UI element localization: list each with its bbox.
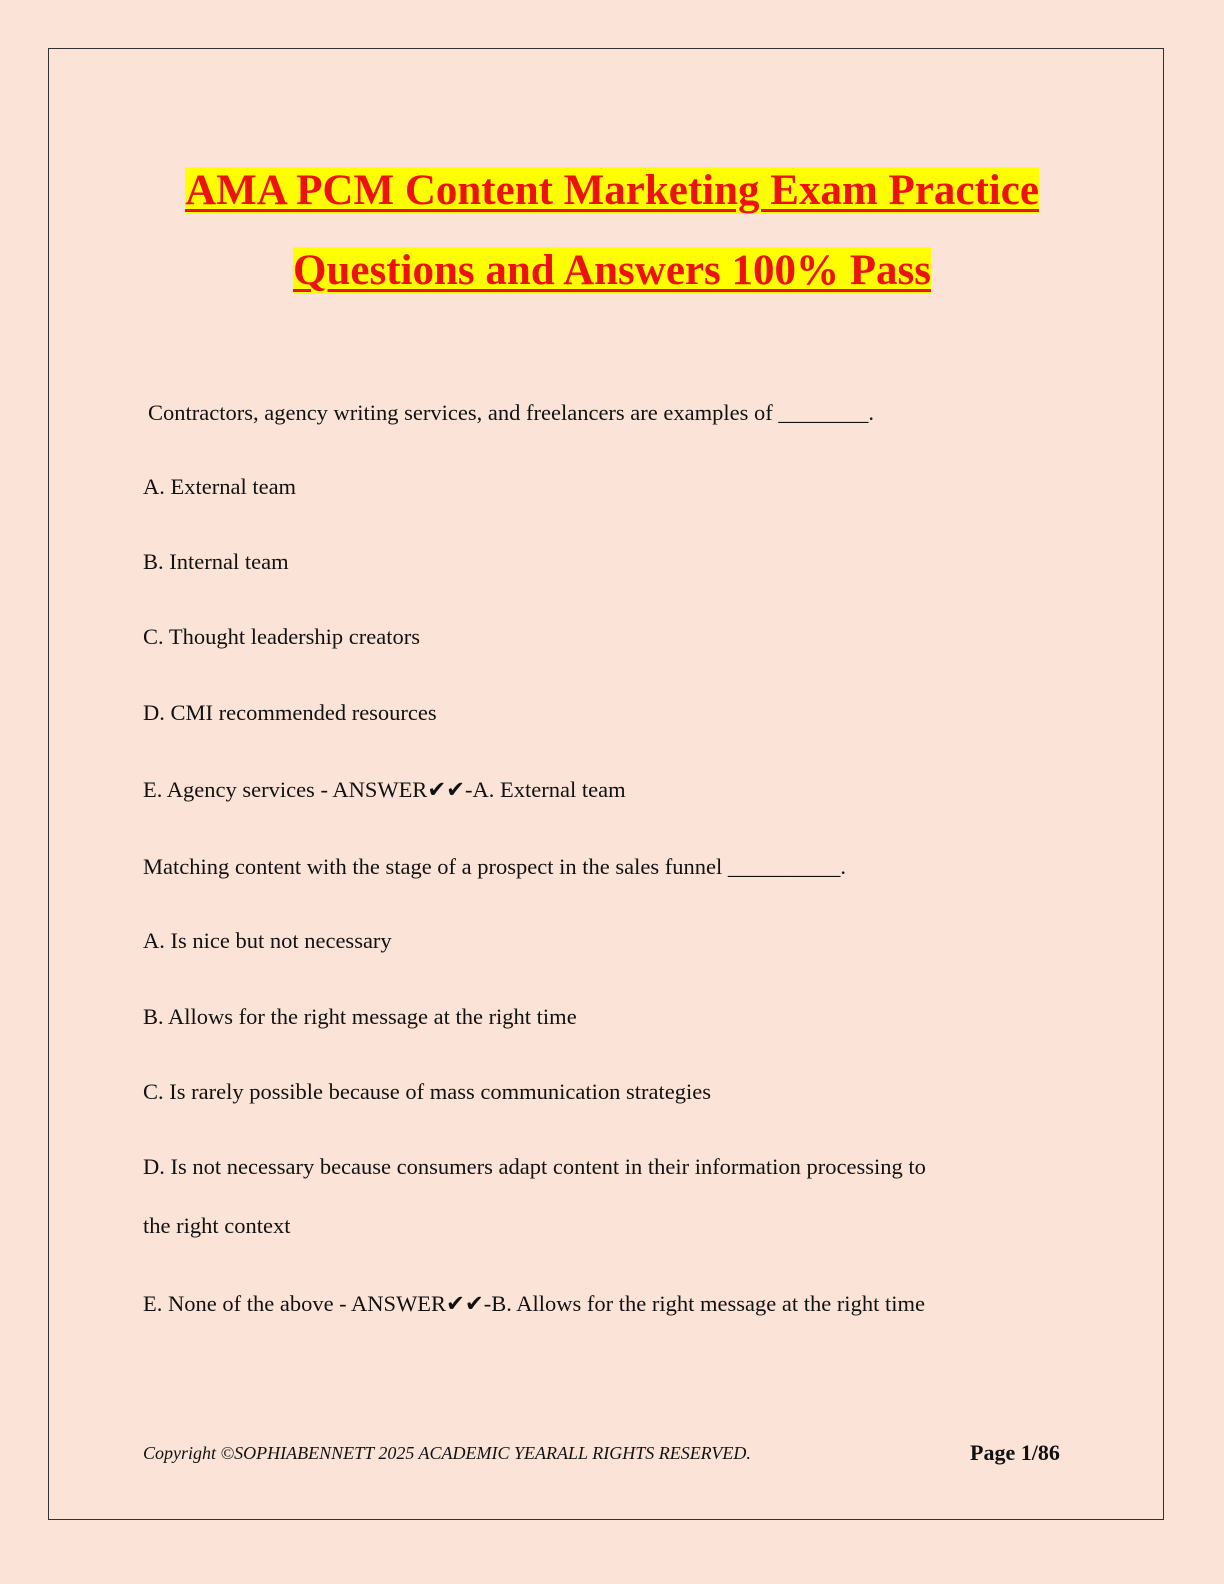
question-2-option: D. Is not necessary because consumers adapt content in their information processing to [143, 1154, 926, 1179]
title-text: Questions and Answers 100% Pass [293, 247, 931, 294]
question-2-option: C. Is rarely possible because of mass communication strategies [143, 1079, 711, 1104]
question-2-prompt: Matching content with the stage of a prospect in the sales funnel __________. [143, 854, 846, 879]
page-number: Page 1/86 [970, 1440, 1060, 1465]
question-2-answer: E. None of the above - ANSWER✔✔-B. Allows for the right message at the right time [143, 1291, 925, 1316]
question-1-prompt: Contractors, agency writing services, and freelancers are examples of ________. [148, 400, 874, 425]
copyright-footer: Copyright ©SOPHIABENNETT 2025 ACADEMIC YEARALL RIGHTS RESERVED. [143, 1443, 751, 1463]
title-text: AMA PCM Content Marketing Exam Practice [185, 167, 1039, 214]
question-2-option: B. Allows for the right message at the right time [143, 1004, 577, 1029]
question-2-option-continued: the right context [143, 1213, 291, 1238]
question-1-option: C. Thought leadership creators [143, 624, 421, 649]
document-title-line-2 [0, 246, 1224, 295]
document-title-line-1 [0, 166, 1224, 215]
question-1-option: B. Internal team [143, 549, 289, 574]
question-1-option: A. External team [143, 474, 297, 499]
question-1-answer: E. Agency services - ANSWER✔✔-A. External team [143, 777, 626, 802]
question-2-option: A. Is nice but not necessary [143, 928, 392, 953]
question-1-option: D. CMI recommended resources [143, 700, 437, 725]
